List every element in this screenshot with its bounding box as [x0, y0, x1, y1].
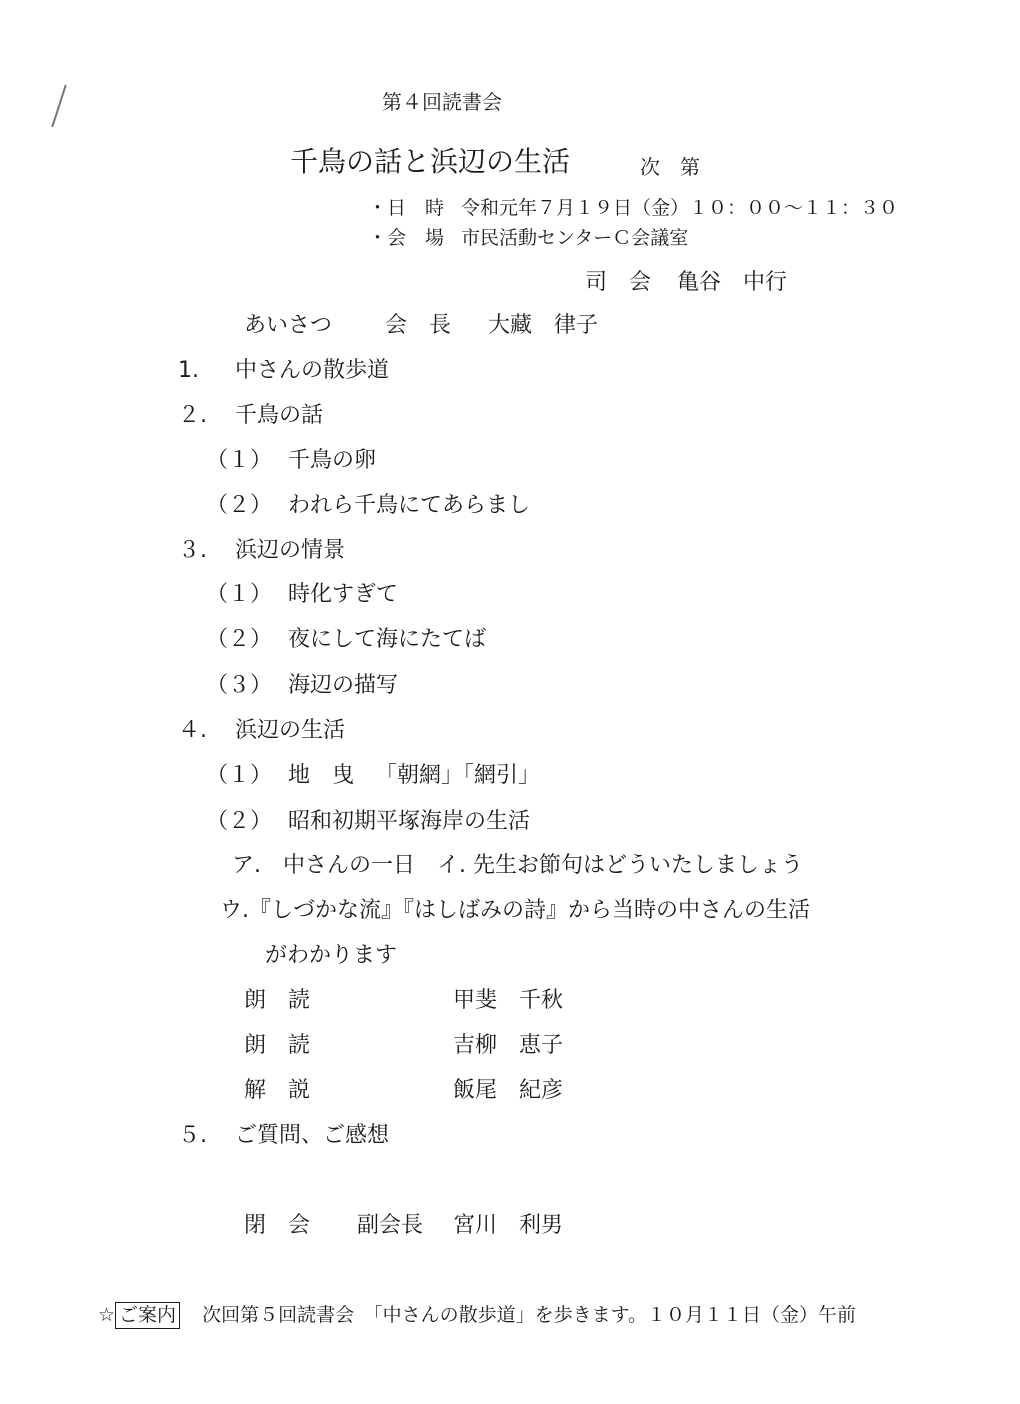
role-2-label: 朗 読 — [244, 1033, 311, 1058]
item-1-text: 中さんの散歩道 — [235, 358, 390, 383]
item-3-3-number: （３） — [206, 673, 273, 698]
role-1-label: 朗 読 — [244, 988, 311, 1013]
item-2-1-text: 千鳥の卵 — [288, 448, 377, 473]
role-1-name: 甲斐 千秋 — [453, 988, 564, 1013]
role-3-name: 飯尾 紀彦 — [453, 1078, 564, 1103]
venue-value: 市民活動センターＣ会議室 — [461, 227, 689, 249]
item-3-3-text: 海辺の描写 — [288, 673, 399, 698]
item-3-text: 浜辺の情景 — [235, 538, 346, 563]
mc-name: 亀谷 中行 — [677, 270, 788, 295]
item-4-1-label: 地 曳 — [288, 763, 355, 788]
item-3-2-number: （２） — [206, 627, 273, 652]
role-2-name: 吉柳 恵子 — [453, 1033, 564, 1058]
item-4-number: ４. — [178, 718, 207, 743]
item-3-1-number: （１） — [206, 582, 273, 607]
closing-label: 閉 会 — [244, 1213, 311, 1238]
greeting-label: あいさつ — [244, 313, 333, 338]
title-suffix: 次 第 — [640, 155, 700, 179]
item-4-2-text: 昭和初期平塚海岸の生活 — [288, 809, 531, 834]
item-2-2-text: われら千鳥にてあらまし — [288, 493, 531, 518]
datetime-value: 令和元年７月１９日（金）１０：００～１１：３０ — [461, 197, 899, 219]
item-3-1-text: 時化すぎて — [288, 582, 399, 607]
item-5-number: ５. — [178, 1123, 207, 1148]
item-3-2-text: 夜にして海にたてば — [288, 627, 487, 652]
closing-role: 副会長 — [357, 1213, 424, 1238]
role-3-label: 解 説 — [244, 1078, 311, 1103]
item-1-number: 1. — [178, 358, 199, 383]
item-5-text: ご質問、ご感想 — [235, 1123, 390, 1148]
document-title: 千鳥の話と浜辺の生活 — [290, 145, 571, 178]
star-icon: ☆ — [98, 1304, 116, 1326]
footer-text: 次回第５回読書会 「中さんの散歩道」を歩きます。１０月１１日（金）午前 — [202, 1304, 857, 1326]
closing-name: 宮川 利男 — [453, 1213, 564, 1238]
venue-label: ・会 場 — [368, 227, 445, 249]
pen-stroke-mark — [51, 85, 66, 127]
item-4-1-number: （１） — [206, 763, 273, 788]
item-4-line-u: ウ.『しづかな流』『はしばみの詩』から当時の中さんの生活 — [220, 898, 810, 923]
datetime-label: ・日 時 — [368, 197, 445, 219]
item-2-1-number: （１） — [206, 448, 273, 473]
notice-box: ご案内 — [115, 1302, 180, 1329]
greeting-role: 会 長 — [385, 313, 452, 338]
item-4-2-number: （２） — [206, 809, 273, 834]
event-heading: 第４回読書会 — [382, 90, 502, 114]
item-4-1-text: 「朝網」「網引」 — [375, 763, 541, 788]
item-2-2-number: （２） — [206, 493, 273, 518]
item-2-number: ２. — [178, 403, 207, 428]
item-4-line-u2: がわかります — [265, 943, 398, 968]
footer-note — [98, 1306, 856, 1325]
greeting-name: 大藏 律子 — [488, 313, 599, 338]
item-3-number: ３. — [178, 538, 207, 563]
mc-role: 司 会 — [585, 270, 652, 295]
item-4-line-a: ア. 中さんの一日 イ. 先生お節句はどういたしましょう — [232, 853, 803, 878]
item-4-text: 浜辺の生活 — [235, 718, 346, 743]
item-2-text: 千鳥の話 — [235, 403, 324, 428]
